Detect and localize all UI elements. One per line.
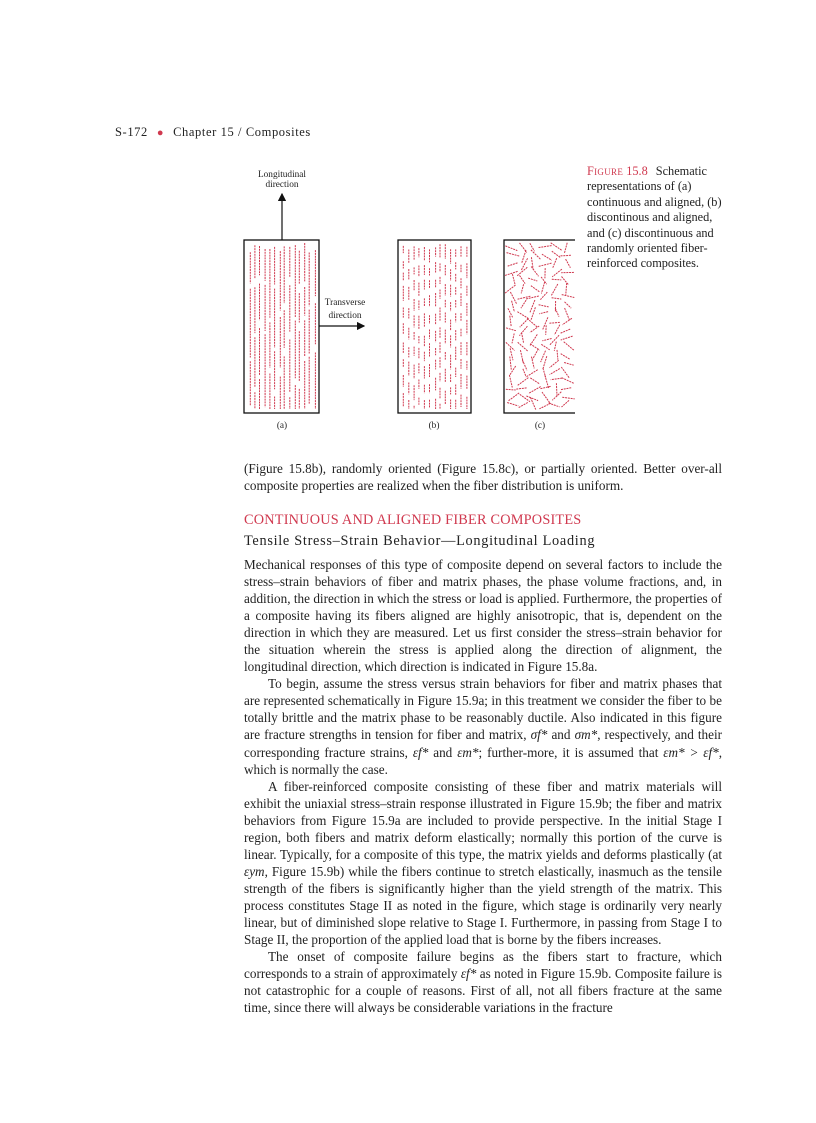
epsilon-f-symbol: εf*: [412, 744, 429, 760]
panel-c-label: (c): [534, 421, 546, 431]
epsilon-ym-symbol: εym: [244, 863, 265, 879]
page-number: S-172: [115, 125, 148, 139]
caption-number: 15.8: [626, 164, 648, 178]
paragraph-4: [244, 948, 722, 1016]
panel-b-label: (b): [428, 421, 440, 431]
longitudinal-label-2: direction: [265, 180, 299, 190]
transverse-label-2: direction: [328, 311, 362, 321]
transverse-label-1: Transverse: [324, 298, 366, 308]
figure-caption: [587, 164, 727, 272]
paragraph-3: [244, 778, 722, 948]
p4-text-a: The onset of composite failure begins as the fibers start to fracture, which corresponds to a strain of approximately: [244, 949, 722, 982]
caption-label: Figure: [587, 164, 624, 178]
running-head: [115, 125, 311, 140]
epsilon-m-symbol: εm*: [457, 744, 479, 760]
paragraph-2: [244, 675, 722, 777]
intro-paragraph: [244, 460, 722, 494]
p2-text-a: To begin, assume the stress versus strain behaviors for fiber and matrix phases that are represented schematically in Figure 15.9a; in this treatment we consider the fiber to be totally brittle and the matrix phase to be reasonably ductile. Also indicated in this figure are fracture strengths in tension for fiber and matrix,: [244, 676, 722, 743]
body-text: [244, 556, 722, 1016]
p4-text-b: as noted in Figure 15.9b. Composite failure is not catastrophic for a couple of reasons. First of all, not all fibers fracture at the same time, since there will always be considerable variations in the fracture: [244, 966, 723, 1016]
epsilon-f-symbol-2: εf*: [460, 966, 477, 982]
panel-a-label: (a): [276, 421, 288, 431]
paragraph-1: Mechanical responses of this type of composite depend on several factors to include the stress–strain behaviors of fiber and matrix phases, the phase volume fractions, and, in addition, the direction in which the stress or load is applied. Furthermore, the properties of a composite having its fibers aligned are highly anisotropic, that is, dependent on the direction in which they are measured. Let us first consider the stress–strain behavior for the situation wherein the stress is applied along the direction of alignment, the longitudinal direction, which direction is indicated in Figure 15.8a.: [244, 557, 722, 675]
figure-15-8: [230, 160, 575, 440]
p2-text-d: and: [433, 744, 453, 760]
p2-text-f: , which is normally the case.: [244, 744, 723, 777]
p2-text-e: ; further-more, it is assumed that: [478, 744, 659, 760]
subsection-title: Tensile Stress–Strain Behavior—Longitudinal Loading: [244, 533, 596, 549]
bullet-icon: ●: [156, 127, 165, 139]
longitudinal-label-1: Longitudinal: [257, 170, 307, 180]
intro-text: (Figure 15.8b), randomly oriented (Figure 15.8c), or partially oriented. Better over-all composite properties are realized when the fiber distribution is uniform.: [244, 461, 722, 494]
p2-text-b: and: [551, 727, 571, 743]
sigma-m-symbol: σm*: [574, 727, 598, 743]
p2-text-c: , respectively, and their corresponding fracture strains,: [244, 727, 723, 760]
chapter-title: Chapter 15 / Composites: [173, 125, 311, 139]
caption-text: Schematic representations of (a) continuous and aligned, (b) discontinous and aligned, and (c) discontinuous and randomly oriented fiber-reinforced composites.: [587, 164, 722, 271]
section-title: CONTINUOUS AND ALIGNED FIBER COMPOSITES: [244, 512, 582, 528]
p3-text-b: , Figure 15.9b) while the fibers continue to stretch elastically, inasmuch as the tensile strength of the fibers is significantly higher than the yield strength of the matrix. This process constitutes Stage II as noted in the figure, which stage is ordinarily very nearly linear, but of diminished slope relative to Stage I. Furthermore, in passing from Stage I to Stage II, the proportion of the applied load that is borne by the fibers increases.: [244, 863, 722, 948]
sigma-f-symbol: σf*: [530, 727, 548, 743]
strain-inequality: εm* > εf*: [663, 744, 719, 760]
random-fiber: [559, 255, 571, 256]
p3-text-a: A fiber-reinforced composite consisting of these fiber and matrix materials will exhibit the uniaxial stress–strain response illustrated in Figure 15.9b; the fiber and matrix behaviors from Figure 15.9a are included to provide perspective. In the initial Stage I region, both fibers and matrix deform elastically; normally this portion of the curve is linear. Typically, for a composite of this type, the matrix yields and deforms plastically (at: [244, 778, 722, 862]
